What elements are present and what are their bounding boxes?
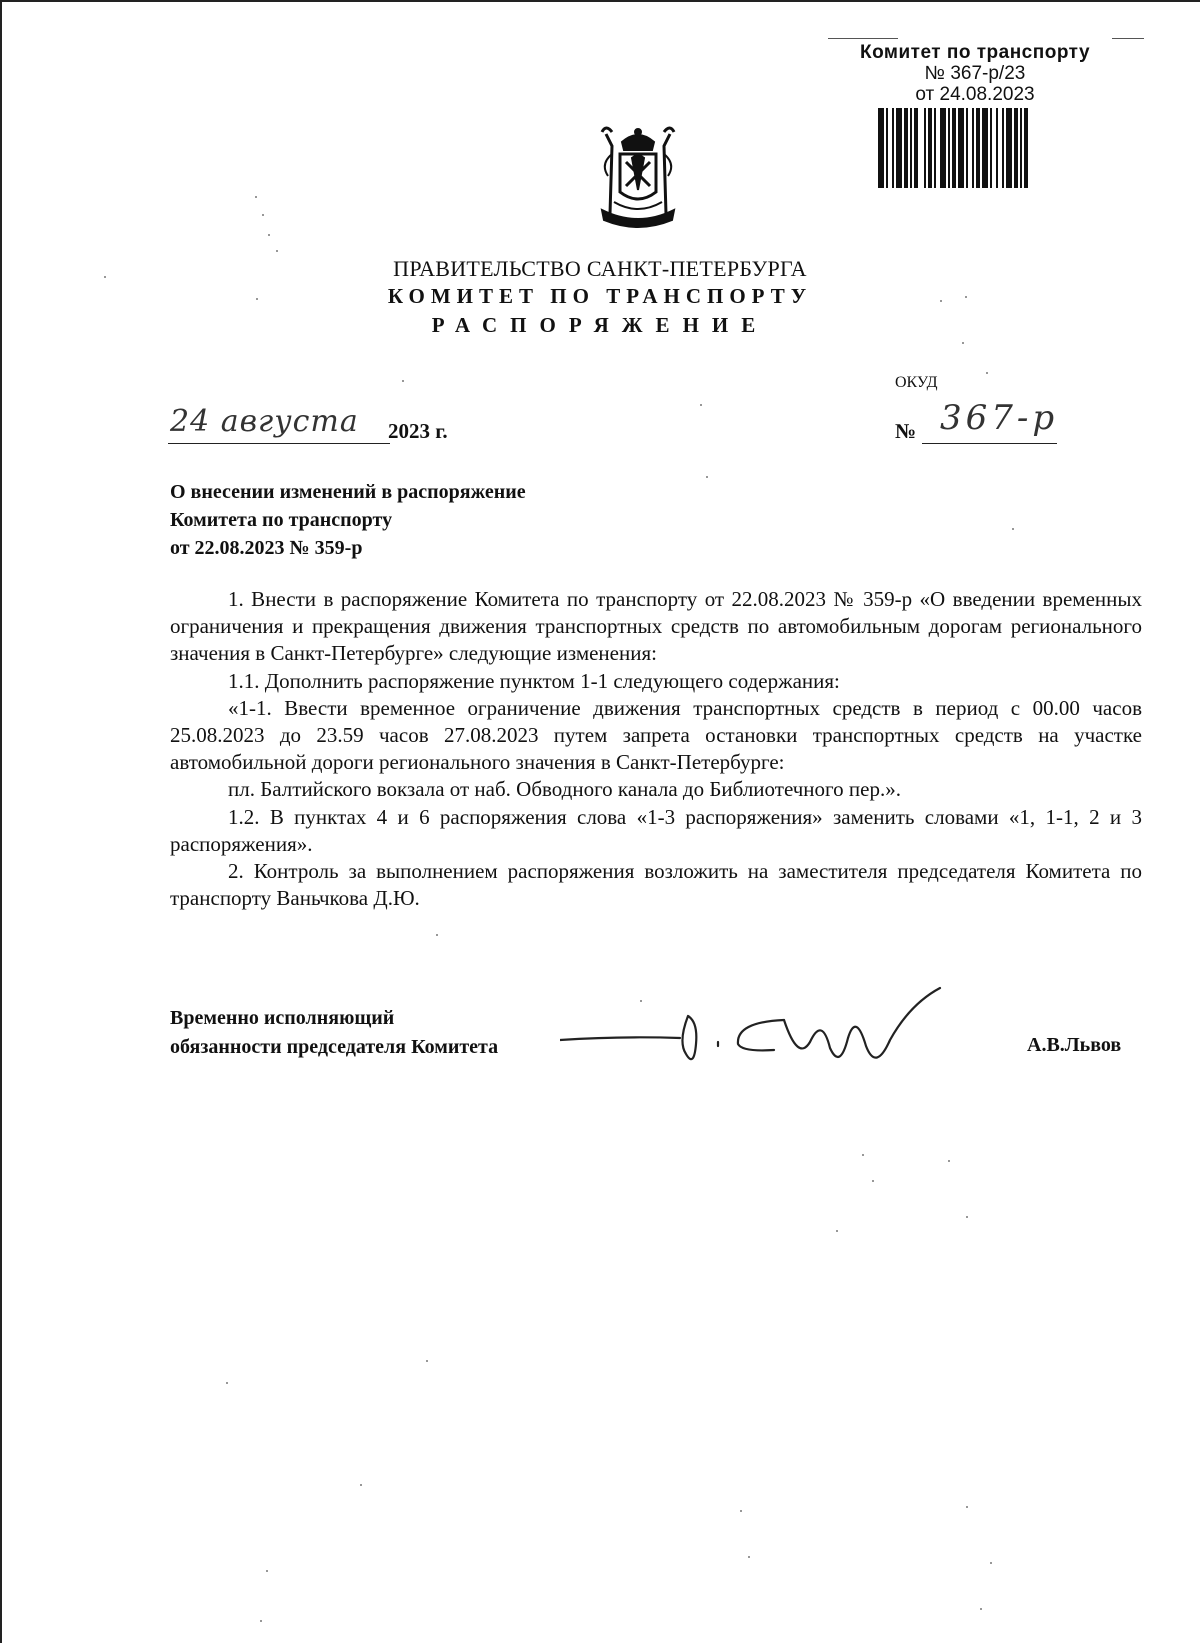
scan-speck xyxy=(260,1620,262,1622)
scan-speck xyxy=(226,1382,228,1384)
scan-speck xyxy=(990,1562,992,1564)
scan-speck xyxy=(360,1484,362,1486)
document-type-title: РАСПОРЯЖЕНИЕ xyxy=(431,313,769,337)
scan-speck xyxy=(436,934,438,936)
scan-speck xyxy=(986,372,988,374)
scan-speck xyxy=(948,1160,950,1162)
scan-speck xyxy=(700,404,702,406)
scan-speck xyxy=(262,214,264,216)
signatory-title-line: обязанности председателя Комитета xyxy=(170,1036,499,1058)
scan-speck xyxy=(966,1216,968,1218)
scan-speck xyxy=(276,250,278,252)
paragraph: пл. Балтийского вокзала от наб. Обводного канала до Библиотечного пер.». xyxy=(228,777,901,802)
scan-speck xyxy=(740,1510,742,1512)
scan-speck xyxy=(965,296,967,298)
paragraph: 1.1. Дополнить распоряжение пунктом 1-1 следующего содержания: xyxy=(228,668,840,693)
scan-speck xyxy=(426,1360,428,1362)
scan-speck xyxy=(104,276,106,278)
paragraph: 2. Контроль за выполнением распоряжения возложить на заместителя председателя Комитета по транспорту Ваньчкова Д.Ю. xyxy=(170,859,1142,911)
handwritten-number: 367-р xyxy=(940,398,1059,438)
scan-speck xyxy=(256,298,258,300)
paragraph: 1.2. В пунктах 4 и 6 распоряжения слова «1-3 распоряжения» заменить словами «1, 1-1, 2 и 3 распоряжения». xyxy=(170,804,1142,856)
coat-of-arms-icon xyxy=(592,124,684,232)
signatory-title xyxy=(170,1004,498,1062)
scan-speck xyxy=(836,1230,838,1232)
scan-speck xyxy=(706,476,708,478)
scan-speck xyxy=(640,1000,642,1002)
stamp-date: от 24.08.2023 xyxy=(915,84,1035,105)
barcode-icon xyxy=(878,108,1078,192)
scan-speck xyxy=(962,342,964,344)
signatory-title-line: Временно исполняющий xyxy=(170,1007,395,1029)
handwritten-date: 24 августа xyxy=(170,404,359,439)
scan-border-left xyxy=(0,0,2,1643)
committee-title: КОМИТЕТ ПО ТРАНСПОРТУ xyxy=(387,284,813,308)
paragraph: «1-1. Ввести временное ограничение движения транспортных средств в период с 00.00 часов 25.08.2023 до 23.59 часов 27.08.2023 путем запрета остановки транспортных средств на участке автомобильной дороги регионального значения в Санкт-Петербурге: xyxy=(170,695,1142,775)
scan-border-top xyxy=(0,0,1200,2)
scan-speck xyxy=(748,1556,750,1558)
scan-speck xyxy=(255,196,257,198)
scan-speck xyxy=(402,380,404,382)
subject-line: Комитета по транспорту xyxy=(170,509,393,531)
handwritten-signature xyxy=(560,982,990,1072)
stamp-title: Комитет по транспорту xyxy=(859,42,1091,63)
scan-speck xyxy=(872,1180,874,1182)
scan-speck xyxy=(1012,528,1014,530)
number-label: № xyxy=(895,419,917,443)
okud-label: ОКУД xyxy=(895,374,938,391)
government-title: ПРАВИТЕЛЬСТВО САНКТ-ПЕТЕРБУРГА xyxy=(393,256,807,281)
subject-line: О внесении изменений в распоряжение xyxy=(170,481,526,503)
scan-speck xyxy=(268,234,270,236)
document-body xyxy=(170,586,1142,912)
scan-speck xyxy=(966,1506,968,1508)
stamp-rule xyxy=(1112,38,1144,39)
paragraph: 1. Внести в распоряжение Комитета по транспорту от 22.08.2023 № 359-р «О введении временных ограничения и прекращения движения транспортных средств по автомобильным дорогам регионального значения в Санкт-Петербурге» следующие изменения: xyxy=(170,587,1142,666)
stamp-rule xyxy=(828,38,898,39)
subject-line: от 22.08.2023 № 359-р xyxy=(170,537,363,559)
scan-speck xyxy=(266,1570,268,1572)
stamp-number: № 367-р/23 xyxy=(924,63,1026,84)
registration-stamp xyxy=(848,42,1102,105)
signatory-name: А.В.Львов xyxy=(1027,1034,1122,1056)
scan-speck xyxy=(980,1608,982,1610)
document-subject xyxy=(170,478,526,562)
date-year: 2023 г. xyxy=(388,419,448,443)
scan-speck xyxy=(862,1154,864,1156)
scan-speck xyxy=(940,300,942,302)
